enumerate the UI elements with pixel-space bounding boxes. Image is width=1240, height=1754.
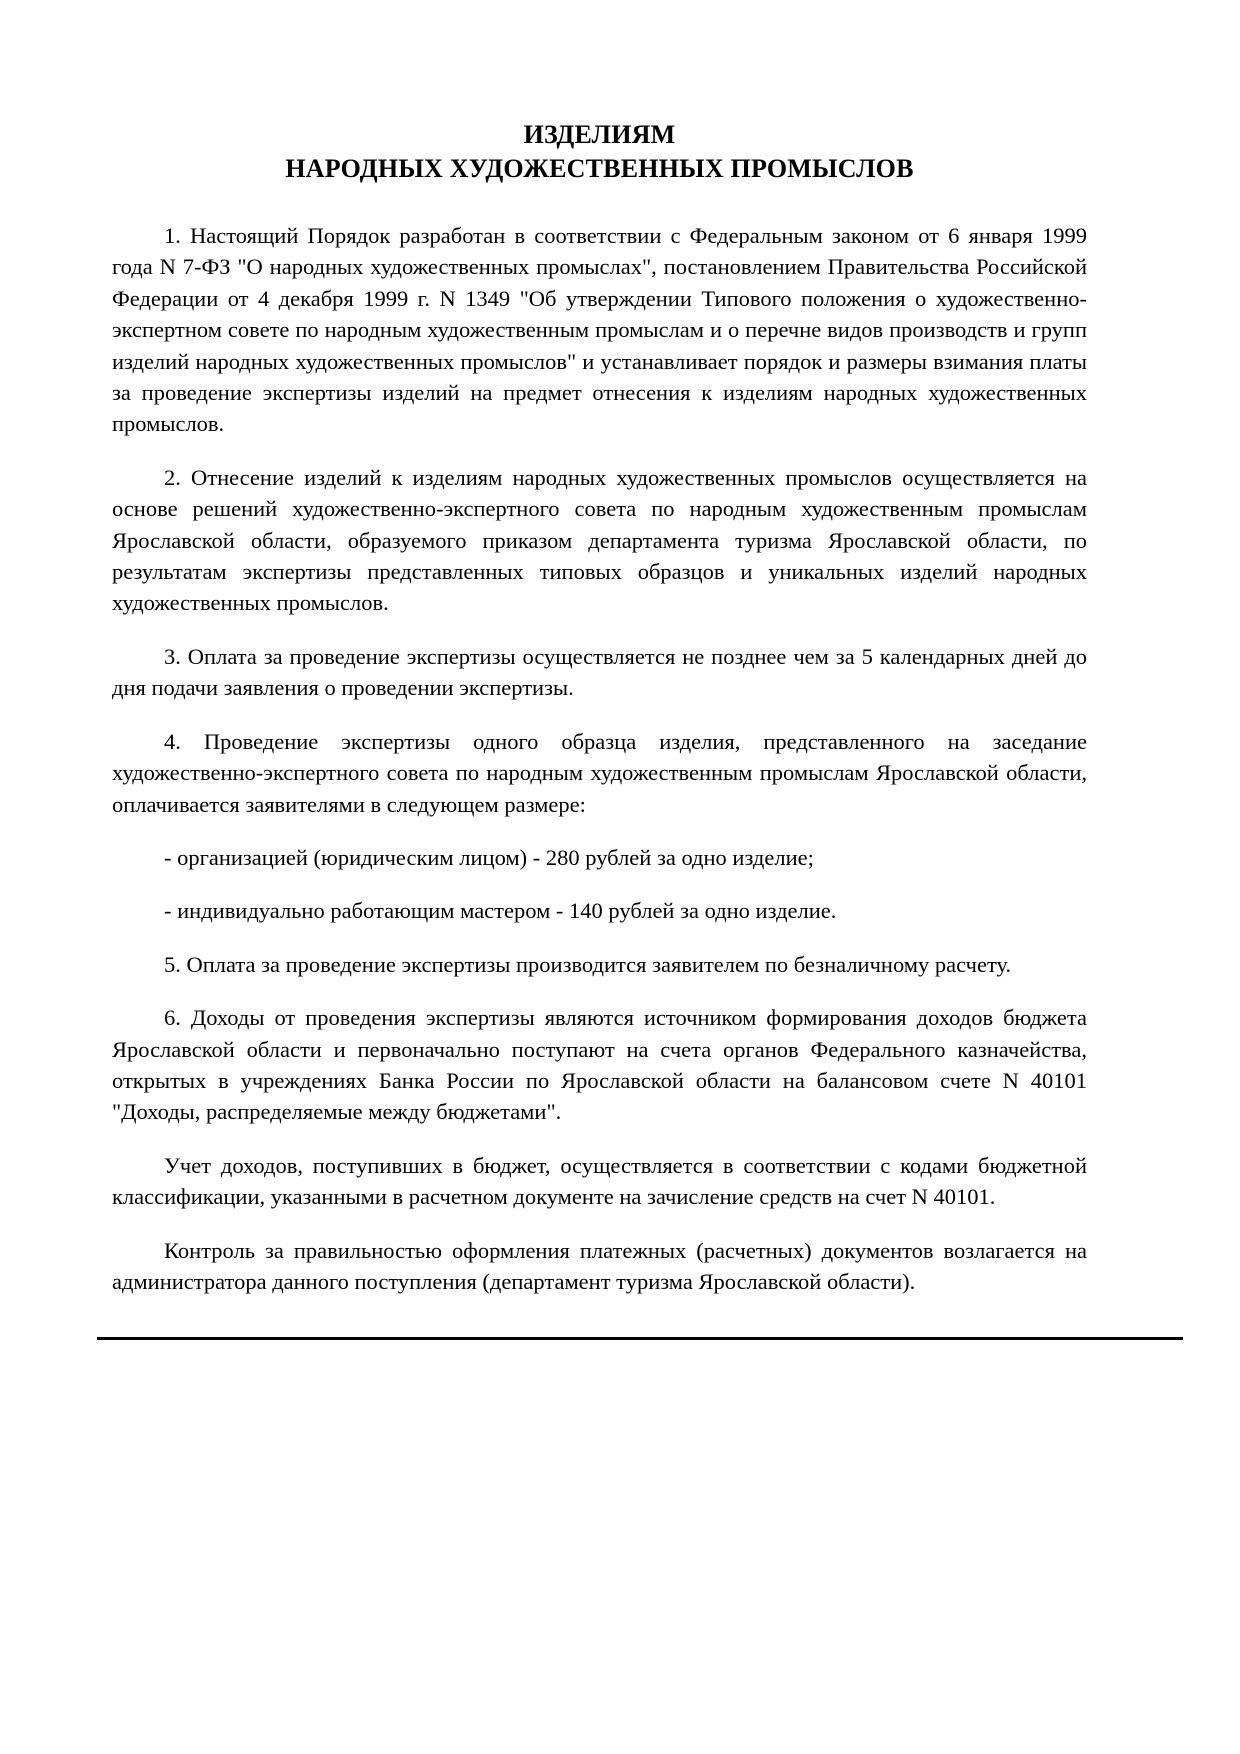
paragraph-4: 4. Проведение экспертизы одного образца изделия, представленного на заседание художественно-экспертного совета по народным художественным промыслам Ярославской области, оплачивается заявителями в следующем размере:: [112, 728, 1087, 817]
paragraph-7-budget-codes: Учет доходов, поступивших в бюджет, осуществляется в соответствии с кодами бюджетной классификации, указанными в расчетном документе на зачисление средств на счет N 40101.: [112, 1152, 1087, 1210]
fee-item-organization: - организацией (юридическим лицом) - 280 рублей за одно изделие;: [164, 844, 814, 870]
paragraph-8-control: Контроль за правильностью оформления платежных (расчетных) документов возлагается на администратора данного поступления (департамент туризма Ярославской области).: [112, 1237, 1087, 1294]
bullet-spacer: [112, 820, 1087, 842]
page-title-line-1: ИЗДЕЛИЯМ: [523, 120, 676, 149]
bullet-spacer: [112, 873, 1087, 895]
fee-item-individual-master: - индивидуально работающим мастером - 140 рублей за одно изделие.: [164, 898, 837, 924]
paragraph-1: 1. Настоящий Порядок разработан в соответствии с Федеральным законом от 6 января 1999 года N 7-ФЗ "О народных художественных промыслах", постановлением Правительства Российской Федерации от 4 декабря 1999 г. N 1349 "Об утверждении Типового положения о художественно-экспертном совете по народным художественным промыслам и о перечне видов производств и групп изделий народных художественных промыслов" и устанавливает порядок и размеры взимания платы за проведение экспертизы изделий на предмет отнесения к изделиям народных художественных промыслов.: [112, 223, 1087, 437]
paragraph-spacer: [112, 1213, 1087, 1235]
footer-separator: [97, 1337, 1183, 1340]
bullet-spacer: [112, 927, 1087, 949]
paragraph-spacer: [112, 1128, 1087, 1150]
page-title-line-2: НАРОДНЫХ ХУДОЖЕСТВЕННЫХ ПРОМЫСЛОВ: [285, 154, 914, 183]
paragraph-spacer: [112, 704, 1087, 726]
paragraph-2: 2. Отнесение изделий к изделиям народных художественных промыслов осуществляется на основе решений художественно-экспертного совета по народным художественным промыслам Ярославской области, образуемого приказом департамента туризма Ярославской области, по результатам экспертизы представленных типовых образцов и уникальных изделий народных художественных промыслов.: [112, 464, 1087, 616]
paragraph-5: 5. Оплата за проведение экспертизы производится заявителем по безналичному расчету.: [164, 951, 1012, 977]
paragraph-spacer: [112, 440, 1087, 462]
document-body: [112, 118, 1087, 1297]
horizontal-rule: [97, 1337, 1183, 1340]
paragraph-6: 6. Доходы от проведения экспертизы являются источником формирования доходов бюджета Ярославской области и первоначально поступают на счета органов Федерального казначейства, открытых в учреждениях Банка России по Ярославской области на балансовом счете N 40101 "Доходы, распределяемые между бюджетами".: [112, 1005, 1087, 1125]
paragraph-spacer: [112, 980, 1087, 1002]
paragraph-3: 3. Оплата за проведение экспертизы осуществляется не позднее чем за 5 календарных дней до дня подачи заявления о проведении экспертизы.: [112, 643, 1087, 701]
page-title: [112, 118, 1087, 186]
title-spacer: [112, 186, 1087, 220]
paragraph-spacer: [112, 619, 1087, 641]
